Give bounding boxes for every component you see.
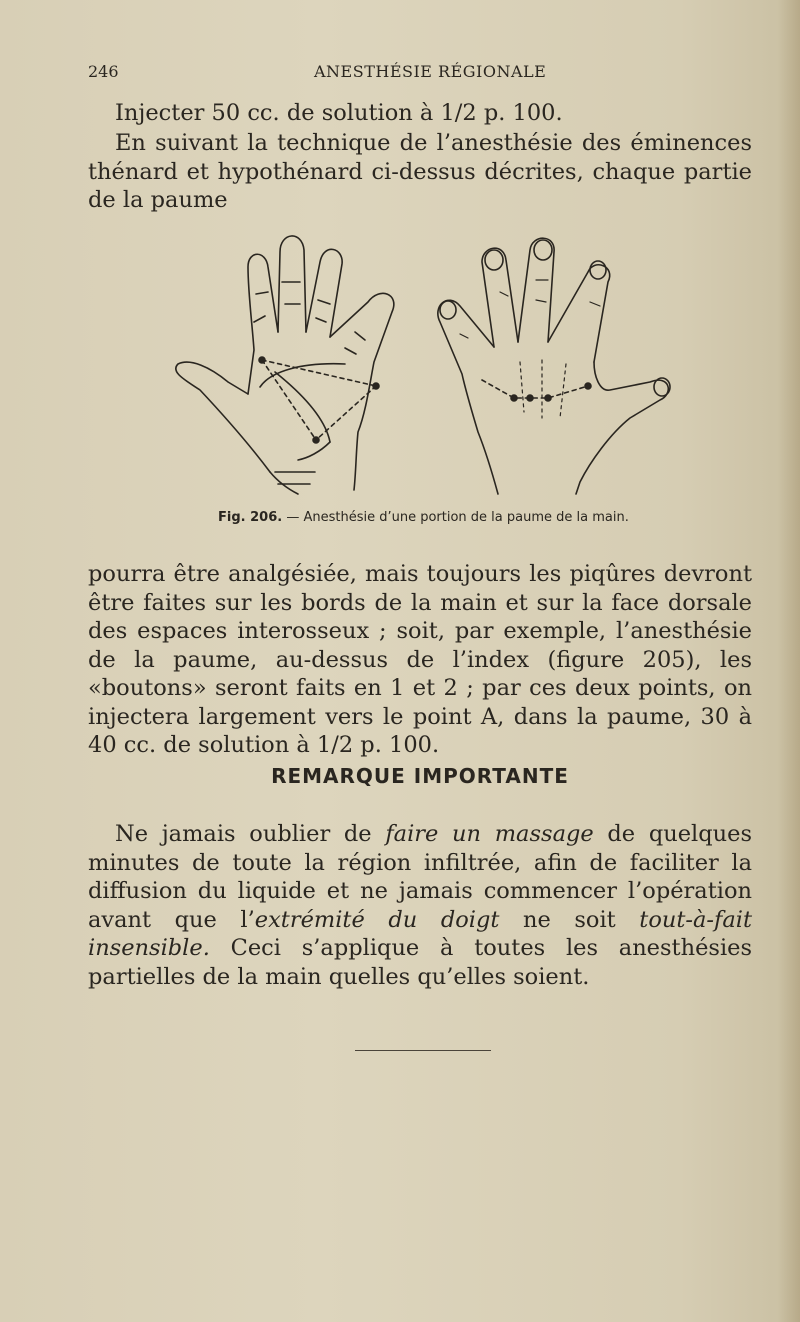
figure-caption-label: Fig. 206. [218,510,283,525]
paragraph-analgesia: pourra être analgésiée, mais toujours les piqûres devront être faites sur les bords de la main et sur la face dorsale des espaces interosseux ; soit, par exemple, l’anesthésie de la paume, au-dessus de l’index (figure 205), les «boutons» seront faits en 1 et 2 ; par ces deux points, on injectera largement vers le point A, dans la paume, 30 à 40 cc. de solution à 1/2 p. 100. [88,561,752,758]
paragraph-injection: Injecter 50 cc. de solution à 1/2 p. 100. [115,100,563,126]
remark-text-d: Ceci s’applique à toutes les anesthésies partielles de la main quelles qu’elles soient. [88,935,752,990]
remark-text-a: Ne jamais oublier de [115,821,386,847]
section-divider [355,1050,491,1051]
remark-emphasis-fingertip: extrémité du doigt [254,906,500,933]
right-hand-drawing [438,238,670,494]
figure-caption-text: — Anesthésie d’une portion de la paume de la main. [282,510,629,525]
figure-caption [218,510,629,525]
page-number: 246 [88,62,119,81]
remark-text-c: ne soit [499,906,640,933]
hand-illustration [170,222,675,502]
left-hand-drawing [176,236,394,494]
remark-heading: REMARQUE IMPORTANTE [271,764,569,788]
running-title: ANESTHÉSIE RÉGIONALE [314,62,547,81]
remark-text-b: de quelques minutes de toute la région infiltrée, afin de faciliter la diffusion du liquide et ne jamais commencer l’opération avant que l’ [88,821,752,933]
paragraph-remark [88,820,752,991]
remark-emphasis-massage: faire un massage [385,821,594,847]
page-header [88,62,758,84]
page-edge-shadow [778,0,800,1322]
remark-emphasis-insensible: tout-à-fait insensible. [88,906,753,961]
paragraph-technique: En suivant la technique de l’anesthésie des éminences thénard et hypothénard ci-dessus décrites, chaque partie de la paume [88,130,752,213]
